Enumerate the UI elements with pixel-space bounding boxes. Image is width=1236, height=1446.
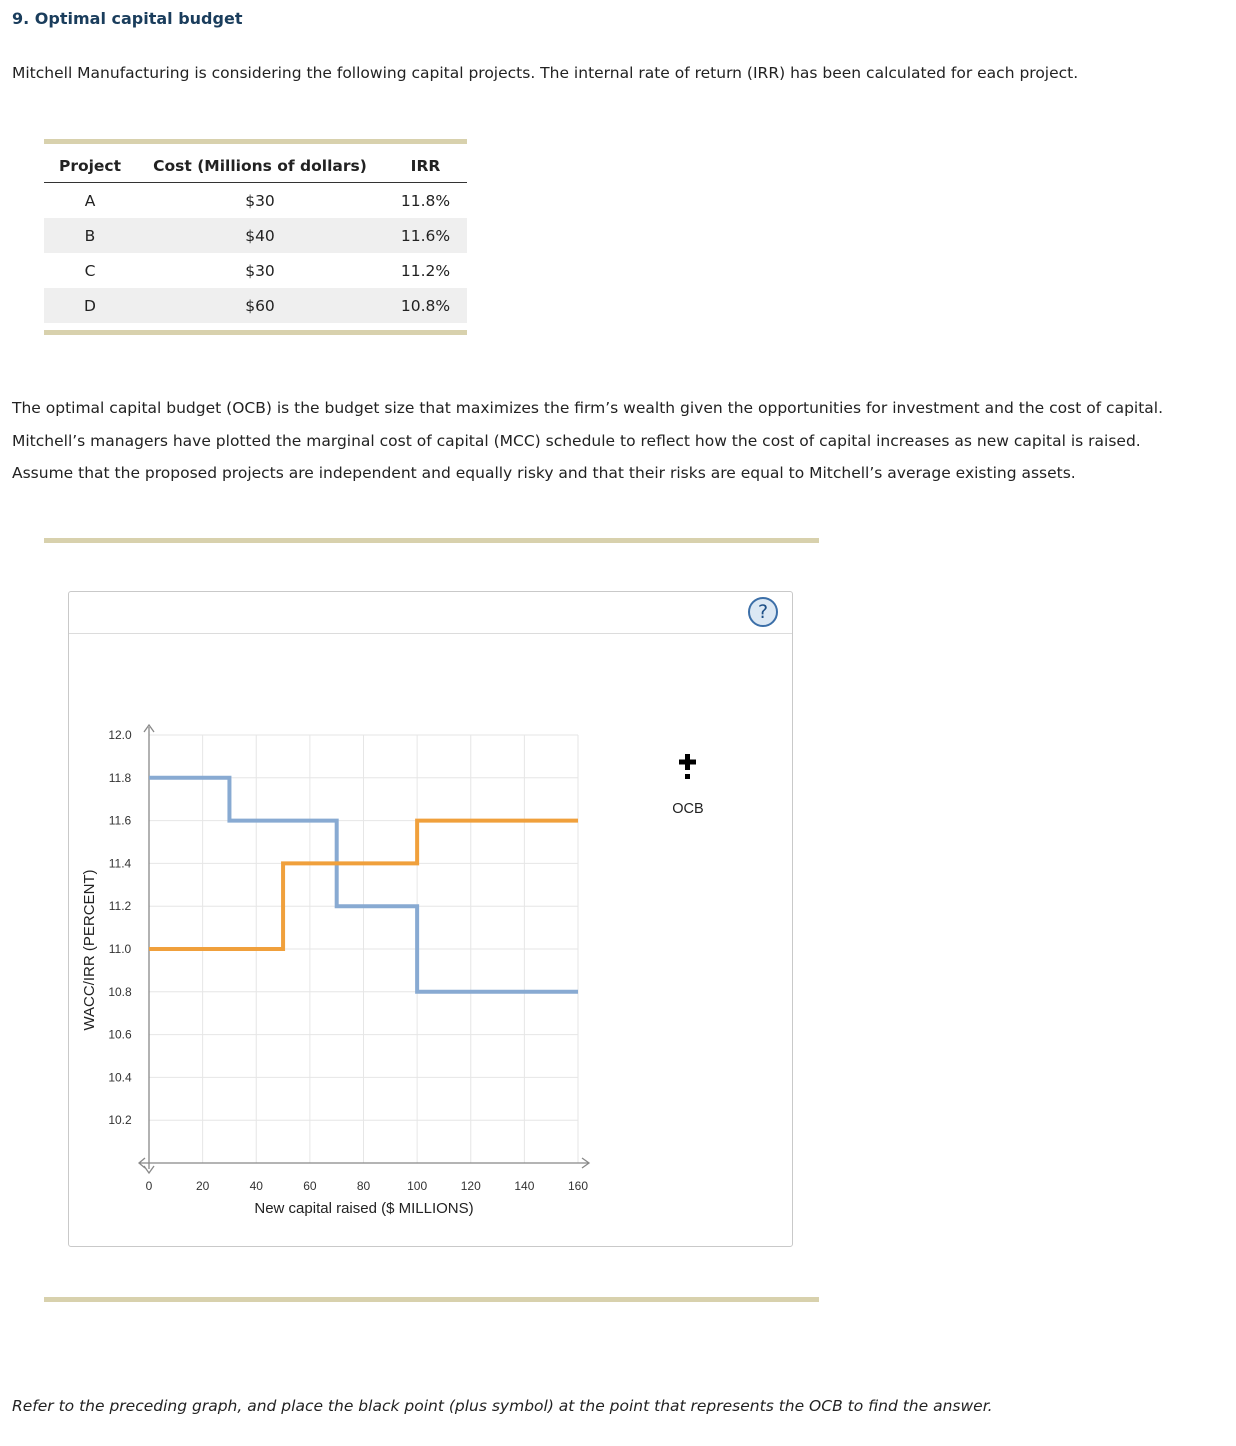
x-tick-label: 20 bbox=[195, 1179, 210, 1193]
cell-cost: $40 bbox=[136, 218, 384, 253]
cell-irr: 10.8% bbox=[384, 288, 467, 323]
cell-cost: $30 bbox=[245, 261, 275, 280]
cell-cost: $30 bbox=[245, 191, 275, 210]
x-tick-label: 120 bbox=[460, 1179, 481, 1193]
x-tick-label: 0 bbox=[145, 1179, 153, 1193]
y-tick-label: 10.4 bbox=[108, 1070, 132, 1085]
y-tick-label: 12.0 bbox=[108, 728, 132, 742]
y-axis-title: WACC/IRR (PERCENT) bbox=[81, 869, 98, 1031]
y-tick-label: 11.0 bbox=[108, 942, 132, 956]
cell-irr: 11.8% bbox=[400, 191, 451, 210]
cell-irr: 11.6% bbox=[384, 218, 467, 253]
y-tick-label: 11.2 bbox=[108, 899, 132, 914]
page-title: 9. Optimal capital budget bbox=[12, 9, 243, 28]
x-tick-label: 40 bbox=[249, 1179, 263, 1193]
header-project: Project bbox=[44, 150, 136, 183]
cell-project: D bbox=[44, 288, 136, 323]
y-tick-label: 11.6 bbox=[108, 813, 132, 828]
y-tick-label: 10.6 bbox=[108, 1027, 132, 1042]
x-tick-label: 80 bbox=[356, 1179, 371, 1193]
ocb-tool-label: OCB bbox=[672, 801, 704, 817]
y-tick-label: 10.8 bbox=[108, 984, 132, 999]
cell-project: C bbox=[84, 261, 96, 280]
y-tick-label: 11.4 bbox=[108, 856, 132, 871]
x-tick-label: 100 bbox=[407, 1179, 428, 1193]
cell-project: A bbox=[84, 191, 96, 210]
footer-instruction: Refer to the preceding graph, and place the black point (plus symbol) at the point that represents the OCB to find the answer. bbox=[12, 1397, 993, 1415]
paragraph-line: Assume that the proposed projects are independent and equally risky and that their risks are equal to Mitchell’s average existing assets. bbox=[12, 464, 1076, 482]
y-tick-label: 10.2 bbox=[108, 1113, 132, 1128]
plus-icon bbox=[676, 753, 700, 781]
x-axis-title: New capital raised ($ MILLIONS) bbox=[254, 1200, 474, 1217]
paragraph-line: Mitchell’s managers have plotted the marginal cost of capital (MCC) schedule to reflect how the cost of capital increases as new capital is raised. bbox=[12, 431, 1141, 450]
cell-cost: $60 bbox=[136, 288, 384, 323]
y-tick-label: 11.8 bbox=[108, 770, 132, 785]
intro-text: Mitchell Manufacturing is considering the following capital projects. The internal rate of return (IRR) has been calculated for each project. bbox=[12, 64, 1079, 82]
cell-irr: 11.2% bbox=[400, 261, 451, 280]
graph-bottom-rule bbox=[44, 1297, 819, 1302]
header-cost: Cost (Millions of dollars) bbox=[136, 150, 384, 183]
help-button[interactable]: ? bbox=[748, 597, 778, 627]
cell-project: B bbox=[44, 218, 136, 253]
x-tick-label: 60 bbox=[303, 1179, 317, 1193]
x-tick-label: 160 bbox=[567, 1179, 589, 1193]
x-tick-label: 140 bbox=[514, 1179, 535, 1193]
header-irr: IRR bbox=[384, 150, 467, 183]
ocb-plus-tool[interactable] bbox=[676, 753, 700, 781]
paragraph-line: The optimal capital budget (OCB) is the budget size that maximizes the firm’s wealth given the opportunities for investment and the cost of capital. bbox=[12, 399, 1164, 417]
